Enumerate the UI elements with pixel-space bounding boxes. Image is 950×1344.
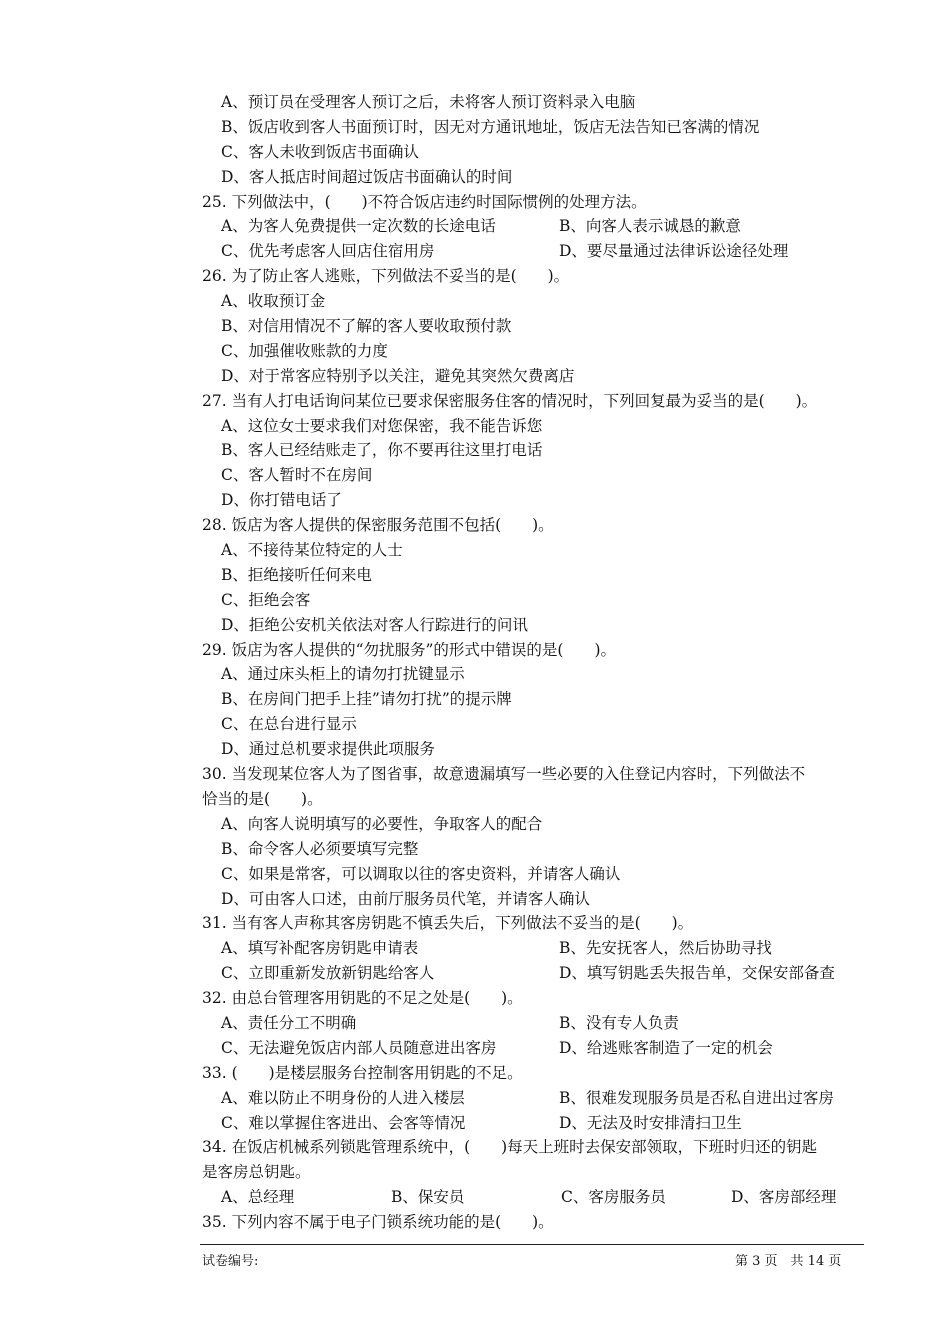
answer-option: B、保安员 <box>391 1188 465 1207</box>
answer-option: D、客房部经理 <box>731 1188 837 1207</box>
answer-option: A、难以防止不明身份的人进入楼层 <box>221 1088 465 1107</box>
answer-option: A、收取预订金 <box>221 292 326 311</box>
answer-option: C、无法避免饭店内部人员随意进出客房 <box>221 1038 497 1057</box>
answer-option: D、给逃账客制造了一定的机会 <box>559 1038 773 1057</box>
question-text: 是客房总钥匙。 <box>202 1163 311 1182</box>
answer-option: D、要尽量通过法律诉讼途径处理 <box>559 242 789 261</box>
exam-number-label: 试卷编号: <box>202 1254 259 1269</box>
question-text: 35. 下列内容不属于电子门锁系统功能的是( )。 <box>202 1213 554 1232</box>
answer-option-row <box>202 1011 864 1036</box>
answer-option: D、你打错电话了 <box>221 491 342 510</box>
question-text: 33. ( )是楼层服务台控制客用钥匙的不足。 <box>202 1063 523 1082</box>
answer-option-row <box>202 936 864 961</box>
question-text: 34. 在饭店机械系列锁匙管理系统中，( )每天上班时去保安部领取，下班时归还的钥匙 <box>202 1138 818 1157</box>
page-number: 第 3 页 共 14 页 <box>735 1254 842 1269</box>
question-text: 25. 下列做法中，( )不符合饭店违约时国际惯例的处理方法。 <box>202 192 647 211</box>
answer-option: D、通过总机要求提供此项服务 <box>221 740 435 759</box>
question-text: 30. 当发现某位客人为了图省事，故意遗漏填写一些必要的入住登记内容时，下列做法不 <box>202 765 806 784</box>
answer-option: C、如果是常客，可以调取以往的客史资料，并请客人确认 <box>221 864 621 883</box>
question-text: 28. 饭店为客人提供的保密服务范围不包括( )。 <box>202 516 554 535</box>
answer-option: A、填写补配客房钥匙申请表 <box>221 939 419 958</box>
answer-option: C、拒绝会客 <box>221 590 311 609</box>
answer-option: B、向客人表示诚恳的歉意 <box>559 217 741 236</box>
answer-option: A、这位女士要求我们对您保密，我不能告诉您 <box>221 416 543 435</box>
answer-option: D、无法及时安排清扫卫生 <box>559 1113 742 1132</box>
answer-option: B、拒绝接听任何来电 <box>221 565 372 584</box>
answer-option: C、客人暂时不在房间 <box>221 466 373 485</box>
question-text: 32. 由总台管理客用钥匙的不足之处是( )。 <box>202 989 523 1008</box>
answer-option: A、总经理 <box>221 1188 295 1207</box>
answer-option: B、很难发现服务员是否私自进出过客房 <box>559 1088 834 1107</box>
answer-option: A、预订员在受理客人预订之后，未将客人预订资料录入电脑 <box>221 93 636 111</box>
answer-option-row <box>202 239 864 264</box>
answer-option-row <box>202 961 864 986</box>
question-text: 26. 为了防止客人逃账，下列做法不妥当的是( )。 <box>202 267 570 286</box>
answer-option-row <box>202 1036 864 1061</box>
answer-option: A、向客人说明填写的必要性，争取客人的配合 <box>221 814 543 833</box>
answer-option: C、在总台进行显示 <box>221 715 357 734</box>
answer-option: C、优先考虑客人回店住宿用房 <box>221 242 435 261</box>
answer-option: D、客人抵店时间超过饭店书面确认的时间 <box>221 167 513 186</box>
answer-option: C、立即重新发放新钥匙给客人 <box>221 964 435 983</box>
question-text: 恰当的是( )。 <box>202 789 323 808</box>
answer-option-row <box>202 1185 864 1210</box>
answer-option: A、责任分工不明确 <box>221 1013 357 1032</box>
answer-option: C、难以掌握住客进出、会客等情况 <box>221 1113 466 1132</box>
footer-divider <box>200 1244 864 1245</box>
answer-option-row <box>202 1111 864 1136</box>
answer-option: B、饭店收到客人书面预订时，因无对方通讯地址，饭店无法告知已客满的情况 <box>221 117 760 136</box>
answer-option: A、为客人免费提供一定次数的长途电话 <box>221 217 496 236</box>
answer-option: A、通过床头柜上的请勿打扰键显示 <box>221 665 465 684</box>
question-text: 27. 当有人打电话询问某位已要求保密服务住客的情况时，下列回复最为妥当的是( )。 <box>202 391 818 410</box>
answer-option: B、先安抚客人，然后协助寻找 <box>559 939 772 958</box>
answer-option-row <box>202 214 864 239</box>
answer-option: B、客人已经结账走了，你不要再往这里打电话 <box>221 441 543 460</box>
answer-option: C、加强催收账款的力度 <box>221 341 388 360</box>
question-text: 31. 当有客人声称其客房钥匙不慎丢失后，下列做法不妥当的是( )。 <box>202 914 694 933</box>
answer-option: B、命令客人必须要填写完整 <box>221 839 419 858</box>
answer-option: D、对于常客应特别予以关注，避免其突然欠费离店 <box>221 366 575 385</box>
answer-option-row <box>202 1086 864 1111</box>
answer-option: B、在房间门把手上挂”请勿打扰”的提示牌 <box>221 690 512 709</box>
answer-option: A、不接待某位特定的人士 <box>221 541 403 560</box>
answer-option: D、拒绝公安机关依法对客人行踪进行的问讯 <box>221 615 528 634</box>
answer-option: B、对信用情况不了解的客人要收取预付款 <box>221 317 512 336</box>
answer-option: C、客人未收到饭店书面确认 <box>221 142 419 161</box>
answer-option: D、填写钥匙丢失报告单，交保安部备查 <box>559 964 835 983</box>
answer-option: C、客房服务员 <box>561 1188 666 1207</box>
question-content <box>202 90 864 1235</box>
answer-option: B、没有专人负责 <box>559 1013 679 1032</box>
question-text: 29. 饭店为客人提供的“勿扰服务”的形式中错误的是( )。 <box>202 640 617 659</box>
answer-option: D、可由客人口述，由前厅服务员代笔，并请客人确认 <box>221 889 590 908</box>
